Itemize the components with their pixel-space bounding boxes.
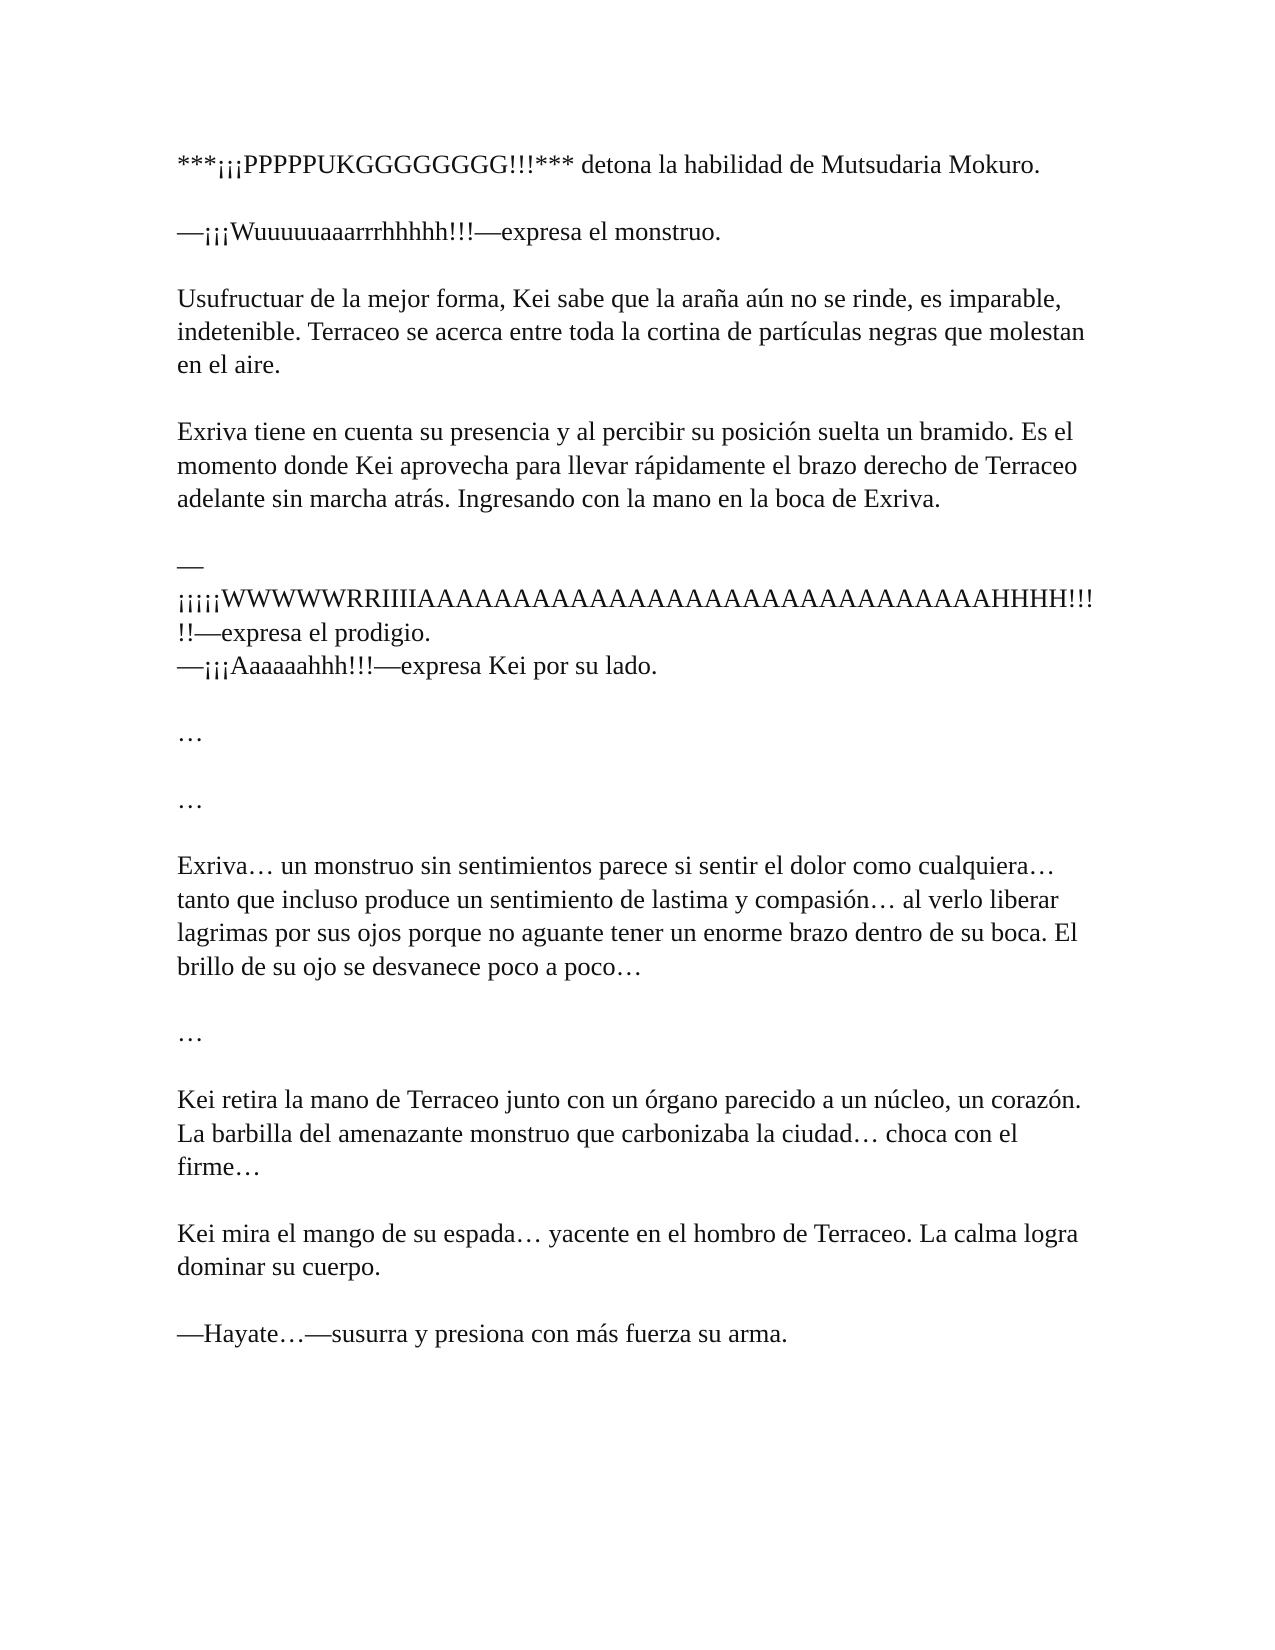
dialogue-prodigio: ¡¡¡¡¡WWWWWRRIIIIAAAAAAAAAAAAAAAAAAAAAAAAAAAAAAHHHH!!!!!—expresa el prodigio. bbox=[177, 583, 1094, 647]
paragraph-hayate: —Hayate…—susurra y presiona con más fuerza su arma. bbox=[177, 1318, 788, 1349]
shout-block bbox=[177, 549, 1097, 683]
paragraph-monstruo-grito: —¡¡¡Wuuuuuaaarrrhhhhh!!!—expresa el monstruo. bbox=[177, 215, 722, 246]
paragraph-kei-retira: Kei retira la mano de Terraceo junto con un órgano parecido a un núcleo, un corazón. La barbilla del amenazante monstruo que carbonizaba la ciudad… choca con el firme… bbox=[177, 1084, 1082, 1182]
ellipsis-line: … bbox=[177, 783, 204, 814]
dialogue-dash: — bbox=[177, 549, 204, 580]
paragraph-kei-mira: Kei mira el mango de su espada… yacente en el hombro de Terraceo. La calma logra dominar su cuerpo. bbox=[177, 1217, 1079, 1282]
ellipsis-line: … bbox=[177, 1017, 204, 1048]
dialogue-kei: —¡¡¡Aaaaaahhh!!!—expresa Kei por su lado. bbox=[177, 650, 658, 681]
paragraph-exriva-presencia: Exriva tiene en cuenta su presencia y al percibir su posición suelta un bramido. Es el momento donde Kei aprovecha para llevar rápidamente el brazo derecho de Terraceo adelante sin marcha atrás. Ingresando con la mano en la boca de Exriva. bbox=[177, 416, 1078, 514]
paragraph-exriva-dolor: Exriva… un monstruo sin sentimientos parece si sentir el dolor como cualquiera… tanto que incluso produce un sentimiento de lastima y compasión… al verlo liberar lagrimas por sus ojos porque no aguante tener un enorme brazo dentro de su boca. El brillo de su ojo se desvanece poco a poco… bbox=[177, 850, 1078, 981]
paragraph-usufructuar: Usufructuar de la mejor forma, Kei sabe que la araña aún no se rinde, es imparable, indetenible. Terraceo se acerca entre toda la cortina de partículas negras que molestan en el aire. bbox=[177, 282, 1085, 380]
paragraph-habilidad: ***¡¡¡PPPPPUKGGGGGGGG!!!*** detona la habilidad de Mutsudaria Mokuro. bbox=[177, 149, 1041, 179]
document-body bbox=[177, 148, 1097, 1350]
ellipsis-line: … bbox=[177, 716, 204, 747]
